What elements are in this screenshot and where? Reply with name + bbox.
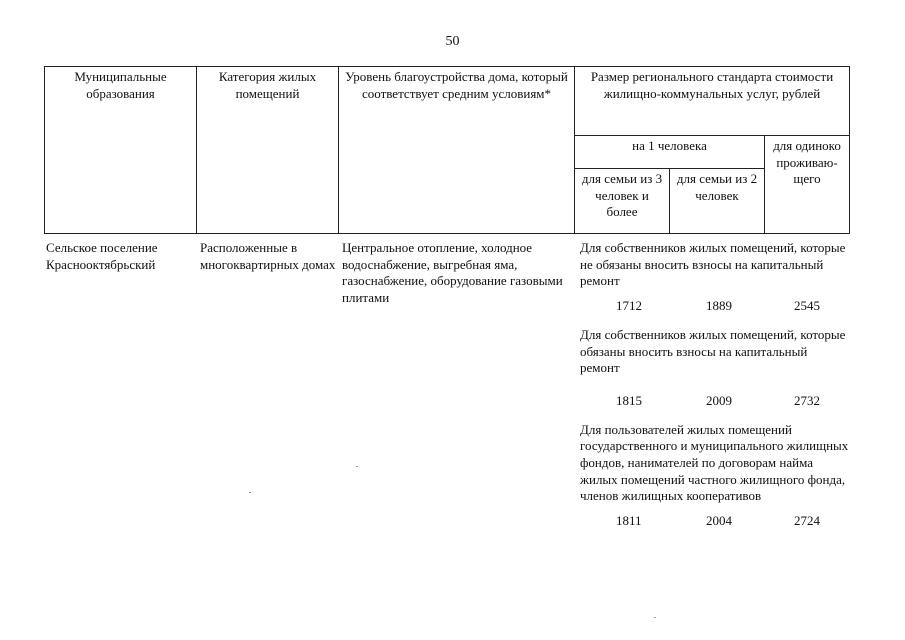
value-single: 2545 — [794, 297, 820, 313]
value-family2: 2009 — [706, 392, 732, 408]
header-level-line1: Уровень благоустройства дома, который — [345, 69, 568, 84]
row-standard-groups — [580, 240, 850, 542]
scan-speck — [356, 466, 358, 467]
standard-group — [580, 240, 850, 315]
value-single: 2732 — [794, 392, 820, 408]
header-family2: для семьи из 2 человек — [670, 169, 765, 234]
header-single: для одиноко проживаю-щего — [765, 136, 850, 234]
header-standard: Размер регионального стандарта стоимости жилищно-коммунальных услуг, рублей — [575, 67, 850, 136]
scan-speck — [249, 492, 251, 493]
group-text: Для пользователей жилых помещений государственного и муниципального жилищных фондов, нанимателей по договорам найма жилых помещений частного жилищного фонда, членов жилищных кооперативов — [580, 421, 849, 504]
value-family3: 1815 — [616, 392, 642, 408]
value-single: 2724 — [794, 512, 820, 528]
page-number: 50 — [445, 34, 460, 49]
values-row — [580, 513, 850, 530]
value-family3: 1811 — [616, 512, 642, 528]
group-text: Для собственников жилых помещений, которые не обязаны вносить взносы на капитальный ремонт — [580, 240, 846, 289]
header-level — [339, 67, 575, 234]
header-municipal: Муниципальные образования — [45, 67, 197, 234]
value-family2: 2004 — [706, 512, 732, 528]
group-text: Для собственников жилых помещений, которые обязаны вносить взносы на капитальный ремонт — [580, 326, 846, 376]
header-table — [44, 66, 850, 234]
standard-group — [580, 327, 850, 410]
value-family2: 1889 — [706, 297, 732, 313]
row-municipal: Сельское поселение Краснооктябрьский — [46, 240, 158, 272]
header-category: Категория жилых помещений — [197, 67, 339, 234]
values-row — [580, 298, 850, 315]
row-category: Расположенные в многоквартирных домах — [200, 240, 336, 272]
standard-group — [580, 422, 850, 530]
header-level-line2: соответствует средним условиям* — [361, 85, 552, 101]
header-per-person: на 1 человека — [575, 136, 765, 169]
row-level: Центральное отопление, холодное водоснабжение, выгребная яма, газоснабжение, оборудование газовыми плитами — [342, 240, 563, 305]
value-family3: 1712 — [616, 297, 642, 313]
values-row — [580, 393, 850, 410]
scan-speck — [654, 617, 656, 618]
header-family3: для семьи из 3 человек и более — [575, 169, 670, 234]
